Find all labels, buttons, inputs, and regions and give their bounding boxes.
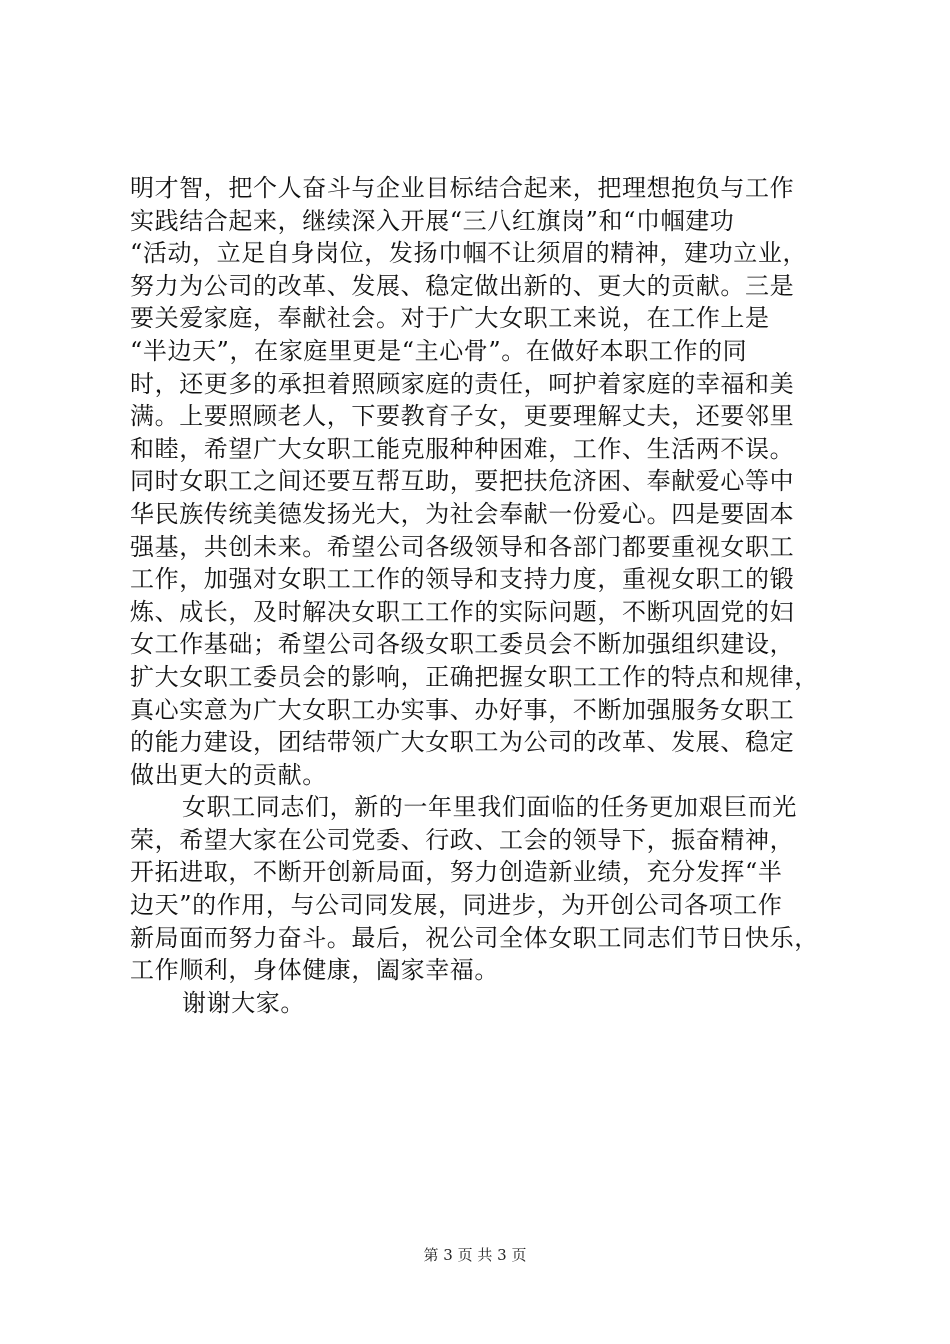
text-line: 满。上要照顾老人，下要教育子女，更要理解丈夫，还要邻里 xyxy=(130,402,795,431)
text-line: “半边天”，在家庭里更是“主心骨”。在做好本职工作的同 xyxy=(130,336,748,365)
text-line: 强基，共创未来。希望公司各级领导和各部门都要重视女职工 xyxy=(130,532,795,561)
page-footer: 第 3 页 共 3 页 xyxy=(423,1246,527,1264)
text-line: 荣，希望大家在公司党委、行政、工会的领导下，振奋精神， xyxy=(130,825,795,854)
document-body xyxy=(130,172,850,1019)
text-line: 工作，加强对女职工工作的领导和支持力度，重视女职工的锻 xyxy=(130,565,795,594)
text-line: 新局面而努力奋斗。最后，祝公司全体女职工同志们节日快乐， xyxy=(130,923,819,952)
text-line: 明才智，把个人奋斗与企业目标结合起来，把理想抱负与工作 xyxy=(130,174,795,202)
text-line: 边天”的作用，与公司同发展，同进步，为开创公司各项工作 xyxy=(130,891,783,920)
text-line: 扩大女职工委员会的影响，正确把握女职工工作的特点和规律， xyxy=(130,662,819,691)
text-line: 女工作基础；希望公司各级女职工委员会不断加强组织建设， xyxy=(130,630,795,659)
text-line: 的能力建设，团结带领广大女职工为公司的改革、发展、稳定 xyxy=(130,728,795,757)
text-line: 时，还更多的承担着照顾家庭的责任，呵护着家庭的幸福和美 xyxy=(130,369,795,398)
text-line: 实践结合起来，继续深入开展“三八红旗岗”和“巾帼建功 xyxy=(130,206,735,235)
paragraph xyxy=(130,791,850,987)
text-line: 谢谢大家。 xyxy=(182,988,305,1017)
text-line: 真心实意为广大女职工办实事、办好事，不断加强服务女职工 xyxy=(130,695,795,724)
text-line: 开拓进取，不断开创新局面，努力创造新业绩，充分发挥“半 xyxy=(130,858,783,887)
text-line: 努力为公司的改革、发展、稳定做出新的、更大的贡献。三是 xyxy=(130,271,795,300)
text-line: 和睦，希望广大女职工能克服种种困难，工作、生活两不误。 xyxy=(130,434,795,463)
paragraph xyxy=(130,987,850,1020)
text-line: 工作顺利，身体健康，阖家幸福。 xyxy=(130,956,499,985)
text-line: 要关爱家庭，奉献社会。对于广大女职工来说，在工作上是 xyxy=(130,304,770,333)
paragraph xyxy=(130,172,850,791)
text-line: 同时女职工之间还要互帮互助，要把扶危济困、奉献爱心等中 xyxy=(130,467,795,496)
text-line: 炼、成长，及时解决女职工工作的实际问题，不断巩固党的妇 xyxy=(130,597,795,626)
text-line: 华民族传统美德发扬光大，为社会奉献一份爱心。四是要固本 xyxy=(130,499,795,528)
text-line: 做出更大的贡献。 xyxy=(130,760,327,789)
text-line: “活动，立足自身岗位，发扬巾帼不让须眉的精神，建功立业， xyxy=(130,239,808,268)
text-line: 女职工同志们，新的一年里我们面临的任务更加艰巨而光 xyxy=(182,793,797,822)
